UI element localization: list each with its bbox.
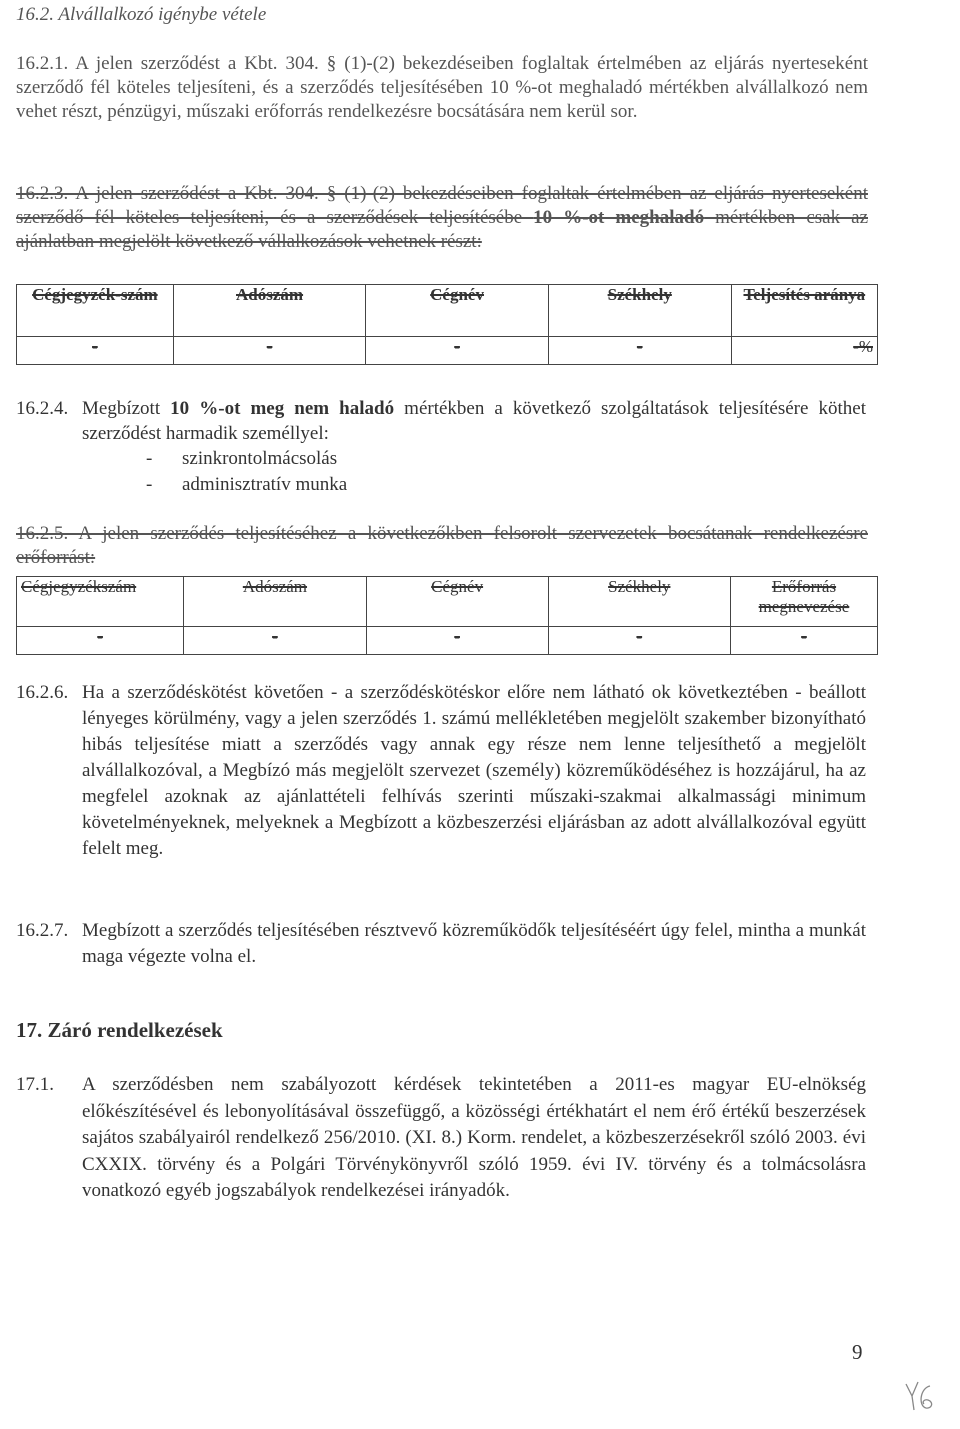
page-number: 9 [852, 1340, 863, 1364]
table-header-cell: Cégjegyzékszám [17, 577, 184, 627]
table-cell: - [17, 627, 184, 655]
table-cell: - [366, 627, 548, 655]
paragraph-16-2-4-bold: 10 %-ot meg nem haladó [170, 398, 395, 419]
table-header-row [17, 285, 878, 337]
paragraph-16-2-3-text-b: mértékben csak az ajánlatban megjelölt következő vállalkozások vehetnek részt: [16, 207, 868, 252]
section-17-title: 17. Záró rendelkezések [16, 1018, 223, 1042]
list-item: - szinkrontolmácsolás [146, 448, 338, 469]
paragraph-17-1-text: A szerződésben nem szabályozott kérdések tekintetében a 2011-es magyar EU-elnökség előkészítésével és lebonyolításával összefüggő, a közösségi értékhatárt el nem érő értékű beszerzések sajátos szabályairól rendelkező 256/2010. (XI. 8.) Korm. rendelet, a közbeszerzésekről szóló 2003. évi CXXIX. törvény és a Polgári Törvénykönyvről szóló 1959. évi IV. törvény és a tolmácsolásra vonatkozó egyéb jogszabályok rendelkezései irányadók. [82, 1074, 866, 1201]
paragraph-17-1 [16, 1072, 868, 1205]
table-cell: - [548, 627, 730, 655]
list-item-text: szinkrontolmácsolás [182, 448, 338, 469]
table-header-cell: Cégjegyzék-szám [17, 285, 174, 337]
table-header-cell: Teljesítés aránya [731, 285, 877, 337]
paragraph-16-2-3-text-a: 16.2.3. A jelen szerződést a Kbt. 304. § (1)-(2) bekezdéseiben foglaltak értelmében az eljárás nyerteseként szerződő fél köteles teljesíteni, és a szerződések teljesítésébe [16, 183, 868, 228]
table-cell: - [548, 337, 731, 365]
section-16-2-title: 16.2. Alvállalkozó igénybe vétele [16, 4, 267, 25]
paragraph-16-2-6 [16, 680, 868, 862]
table-header-cell: Adószám [184, 577, 366, 627]
paragraph-16-2-4-text-b: mértékben a következő szolgáltatások teljesítésére köthet szerződést harmadik személlyel: [82, 398, 866, 444]
table-header-cell: Erőforrás megnevezése [730, 577, 877, 627]
table-row [17, 337, 878, 365]
paragraph-16-2-4 [16, 396, 868, 446]
table-header-cell: Cégnév [366, 577, 548, 627]
subcontractor-table [16, 284, 878, 365]
paragraph-16-2-7-number: 16.2.7. [16, 920, 69, 941]
paragraph-17-1-number: 17.1. [16, 1074, 54, 1095]
table-header-cell: Adószám [173, 285, 366, 337]
table-header-cell: Székhely [548, 285, 731, 337]
table-header-cell: Cégnév [366, 285, 548, 337]
table-row [17, 627, 878, 655]
table-cell: - [17, 337, 174, 365]
paragraph-16-2-4-text-a: Megbízott [82, 398, 171, 419]
paragraph-16-2-3-bold: 10 %-ot meghaladó [533, 207, 705, 228]
table-cell: - [730, 627, 877, 655]
paragraph-16-2-6-text: Ha a szerződéskötést követően - a szerződéskötéskor előre nem látható ok következtében - beállott lényeges körülmény, vagy a jelen szerződés 1. számú mellékletében megjelölt szakember bizonyítható hibás teljesítése miatt a szerződés vagy annak egy része nem lenne teljesíthető a megjelölt alvállalkozóval, a Megbízó más megjelölt szervezet (személy) közreműködéséhez is hozzájárul, ha az megfelel azoknak az ajánlattételi felhívás szerinti műszaki-szakmai alkalmassági minimum követelményeknek, melyeknek a Megbízott a közbeszerzési eljárásban az adott alvállalkozóval együtt felelt meg. [82, 682, 866, 859]
signature-initials-icon [900, 1376, 940, 1416]
table-cell: - [366, 337, 548, 365]
paragraph-16-2-4-text [82, 396, 866, 446]
paragraph-16-2-7 [16, 918, 868, 970]
table-cell: - [173, 337, 366, 365]
list-item-text: adminisztratív munka [182, 474, 348, 495]
table-cell: -% [731, 337, 877, 365]
paragraph-16-2-4-number: 16.2.4. [16, 398, 69, 419]
paragraph-16-2-6-number: 16.2.6. [16, 682, 69, 703]
table-header-cell: Székhely [548, 577, 730, 627]
service-list [146, 446, 347, 498]
resource-table [16, 576, 878, 655]
list-item: - adminisztratív munka [146, 474, 348, 495]
table-header-row [17, 577, 878, 627]
paragraph-16-2-5: 16.2.5. A jelen szerződés teljesítéséhez a következőkben felsorolt szervezetek bocsátanak rendelkezésre erőforrást: [16, 523, 868, 568]
paragraph-16-2-7-text: Megbízott a szerződés teljesítésében résztvevő közreműködők teljesítéséért úgy felel, mintha a munkát maga végezte volna el. [82, 920, 866, 967]
paragraph-16-2-1: 16.2.1. A jelen szerződést a Kbt. 304. § (1)-(2) bekezdéseiben foglaltak értelmében az eljárás nyerteseként szerződő fél köteles teljesíteni, és a szerződés teljesítésében 10 %-ot meghaladó mértékben alvállalkozó nem vehet részt, pénzügyi, műszaki erőforrás rendelkezésre bocsátására nem kerül sor. [16, 53, 868, 122]
table-cell: - [184, 627, 366, 655]
paragraph-16-2-3 [16, 182, 868, 254]
